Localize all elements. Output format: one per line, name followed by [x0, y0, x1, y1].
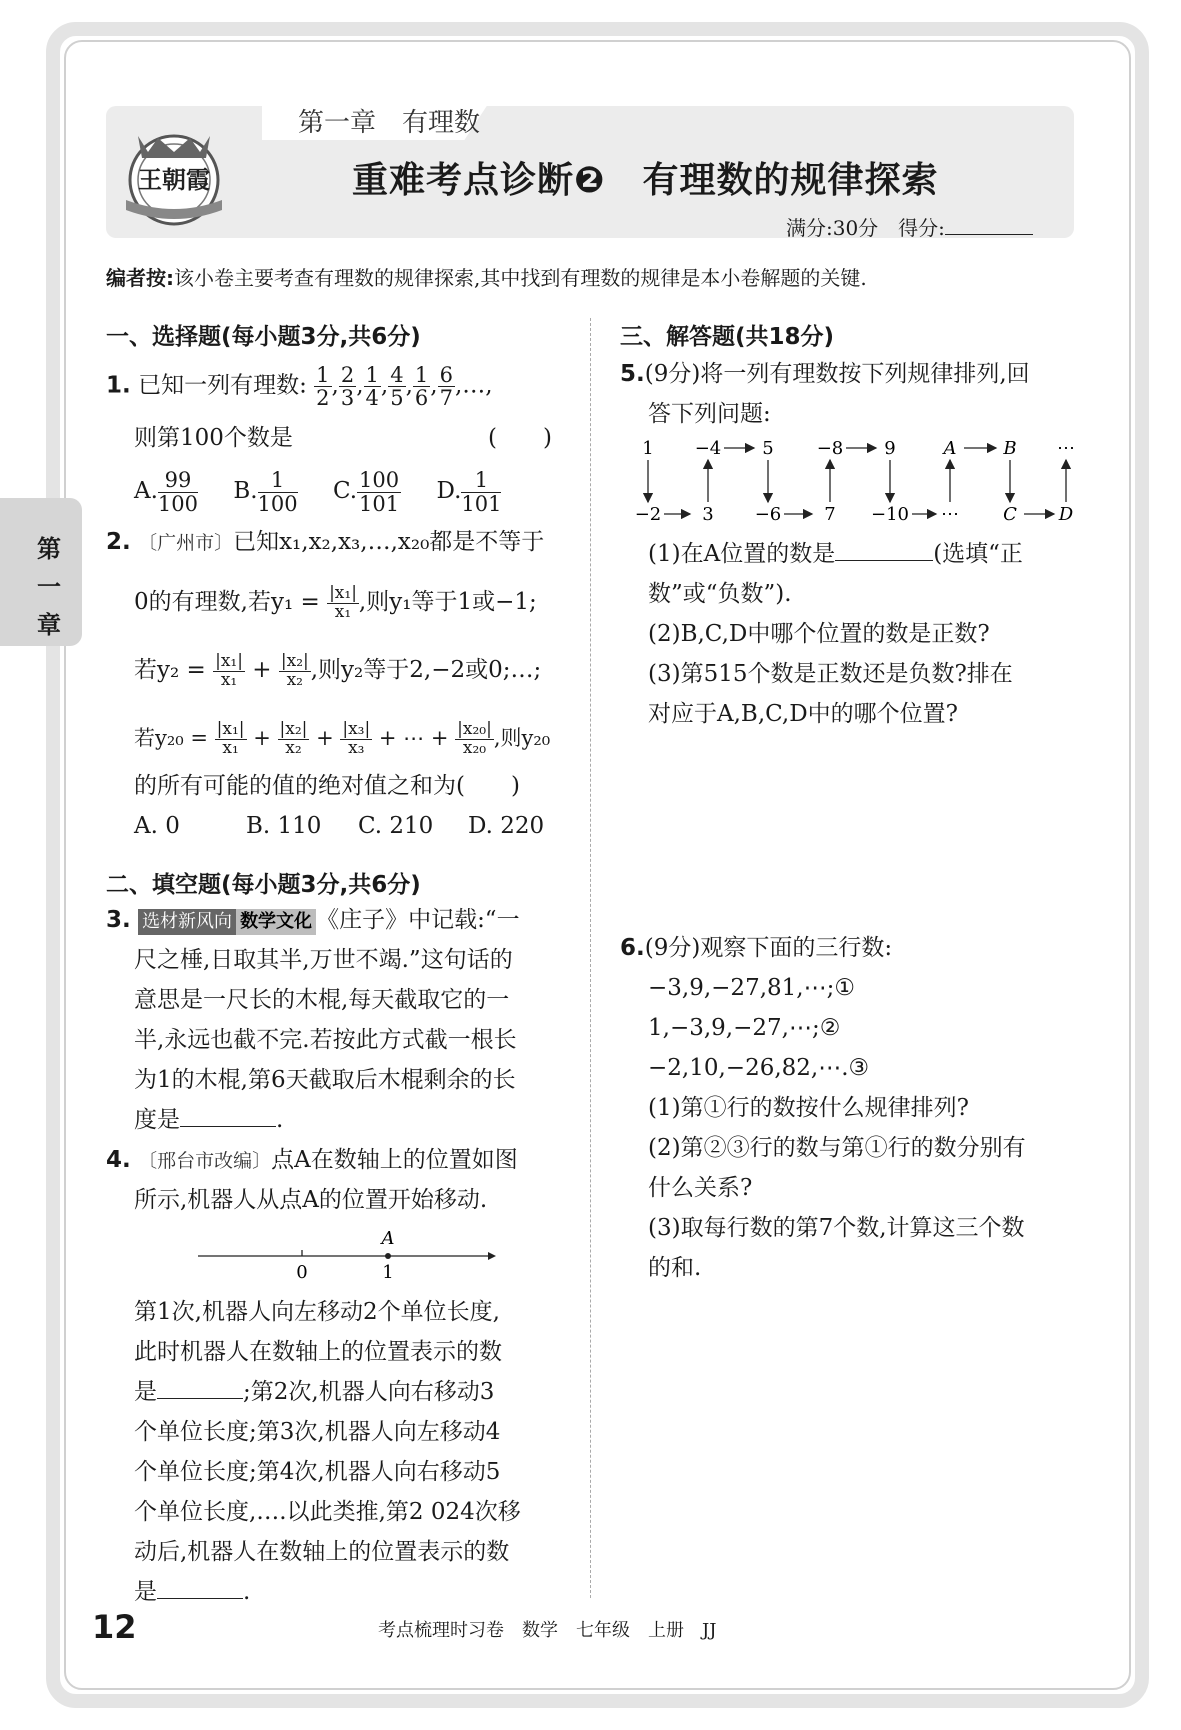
q2-option-c: C. 210 [358, 813, 434, 839]
q3-line3: 意思是一尺长的木棍,每天截取它的一 [134, 987, 510, 1013]
diagram-bottom-dots: ⋯ [941, 504, 959, 525]
score-label: 满分:30分 得分: [786, 212, 1033, 241]
q1-line1: 1. 已知一列有理数: $\frac{1}{2}$ , $\frac{2}{3}$ , $\frac{1}{4}$ , $\frac{4}{5}$ , $\frac{1}{6}$ , $\frac{6}{7}$ ,…, [106, 363, 493, 411]
q1-paren: ( ) [488, 425, 552, 451]
number-line-arrow [488, 1252, 496, 1260]
q4-line6: 个单位长度;第3次,机器人向左移动4 [134, 1419, 501, 1445]
q2-line2: 0的有理数,若y₁ = $\frac{\text{|x₁|}}{\text{x₁}}$ ,则y₁等于1或−1; [134, 582, 537, 622]
diagram-top-2: −4 [694, 438, 722, 459]
number-line-label-0: 0 [296, 1262, 308, 1283]
q4-line10: 是 . [134, 1572, 250, 1612]
q1-frac: $\frac{1}{2}$ [316, 363, 330, 411]
q4-line9: 动后,机器人在数轴上的位置表示的数 [134, 1539, 510, 1565]
q1-option-b: B. $\frac{1}{100}$ [233, 468, 298, 516]
q4-answer-blank-1[interactable] [157, 1376, 243, 1399]
q6-sub3: (3)取每行数的第7个数,计算这三个数 [648, 1215, 1025, 1241]
logo-text: 王朝霞 [138, 165, 210, 194]
footer-text: 考点梳理时习卷 数学 七年级 上册 JJ [378, 1620, 717, 1641]
q6-sub2-cont: 什么关系? [648, 1175, 753, 1201]
section-choice-title: 一、选择题(每小题3分,共6分) [106, 324, 421, 350]
q5-sub3: (3)第515个数是正数还是负数?排在 [648, 661, 1013, 687]
diagram-top-3: 5 [762, 438, 774, 459]
diagram-bottom-2: 3 [702, 504, 714, 525]
q2-option-a: A. 0 [134, 813, 180, 839]
diagram-bottom-1: −2 [634, 504, 662, 525]
q3-answer-blank[interactable] [180, 1104, 276, 1127]
q4-line2: 所示,机器人从点A的位置开始移动. [134, 1187, 488, 1213]
q2-option-d: D. 220 [468, 813, 545, 839]
q1-line2: 则第100个数是 [134, 425, 293, 451]
q1-frac: $\frac{4}{5}$ [390, 363, 404, 411]
q6-row1: −3,9,−27,81,⋯;① [648, 975, 855, 1001]
number-line-figure [190, 1226, 500, 1288]
publisher-logo-icon [118, 118, 230, 230]
q6-sub2: (2)第②③行的数与第①行的数分别有 [648, 1135, 1026, 1161]
diagram-bottom-d: D [1058, 504, 1074, 525]
q1-option-d: D. $\frac{1}{101}$ [436, 468, 502, 516]
q4-line4: 此时机器人在数轴上的位置表示的数 [134, 1339, 502, 1365]
editor-note-label: 编者按: [106, 266, 174, 290]
q6-sub3-cont: 的和. [648, 1255, 702, 1281]
q1-option-a: A. $\frac{99}{100}$ [134, 468, 199, 516]
q6-row3: −2,10,−26,82,⋯.③ [648, 1055, 870, 1081]
number-line-point-a [385, 1253, 391, 1259]
q5-sub1: (1)在A位置的数是 (选填“正 [648, 534, 1023, 574]
q2-line4: 若y₂₀ = $\frac{\text{|x₁|}}{\text{x₁}}$ + $\frac{\text{|x₂|}}{\text{x₂}}$ + $\frac{\text{|x₃|}}{\text{x₃}}$ + ⋯ + $\frac{\text{|x₂₀|}}{\text{x₂₀}}$ ,则y₂₀ [134, 719, 551, 758]
q1-frac: $\frac{6}{7}$ [439, 363, 453, 411]
diagram-bottom-4: 7 [824, 504, 836, 525]
chapter-label: 第一章 有理数 [298, 108, 481, 138]
page-number: 12 [92, 1608, 137, 1646]
page-title: 重难考点诊断❷ 有理数的规律探索 [352, 160, 939, 201]
q4-answer-blank-2[interactable] [157, 1576, 243, 1599]
editor-note [106, 262, 867, 291]
column-divider [590, 318, 591, 1598]
q2-line5: 的所有可能的值的绝对值之和为( ) [134, 773, 520, 799]
q6-line1: 6.(9分)观察下面的三行数: [620, 935, 893, 961]
q4-line1: 4. 〔邢台市改编〕点A在数轴上的位置如图 [106, 1147, 518, 1173]
q1-options [134, 464, 501, 518]
diagram-top-1: 1 [642, 438, 654, 459]
diagram-top-dots: ⋯ [1057, 438, 1075, 459]
q3-line1: 3. 选材新风向 数学文化 《庄子》中记载:“一 [106, 907, 520, 933]
q2-option-b: B. 110 [246, 813, 322, 839]
q1-frac: $\frac{1}{6}$ [414, 363, 429, 411]
q5-sub2: (2)B,C,D中哪个位置的数是正数? [648, 621, 990, 647]
q5-sub3-cont: 对应于A,B,C,D中的哪个位置? [648, 701, 958, 727]
q2-line3: 若y₂ = $\frac{\text{|x₁|}}{\text{x₁}}$ + $\frac{\text{|x₂|}}{\text{x₂}}$ ,则y₂等于2,−2或0;…; [134, 650, 542, 690]
side-tab-label: 第一章 [37, 535, 61, 639]
q3-line2: 尺之棰,日取其半,万世不竭.”这句话的 [134, 947, 513, 973]
diagram-bottom-5: −10 [871, 504, 909, 525]
diagram-top-4: −8 [816, 438, 844, 459]
diagram-top-a: A [943, 438, 957, 459]
q5-answer-blank[interactable] [835, 538, 933, 561]
editor-note-text: 该小卷主要考查有理数的规律探索,其中找到有理数的规律是本小卷解题的关键. [174, 266, 867, 290]
q1-option-c: C. $\frac{100}{101}$ [332, 468, 400, 516]
q2-line1: 2. 〔广州市〕已知x₁,x₂,x₃,…,x₂₀都是不等于 [106, 529, 545, 555]
q3-tag-new: 选材新风向 [138, 909, 236, 935]
section-fill-title: 二、填空题(每小题3分,共6分) [106, 872, 421, 898]
diagram-bottom-c: C [1003, 504, 1017, 525]
q5-line2: 答下列问题: [648, 401, 771, 427]
diagram-bottom-3: −6 [754, 504, 782, 525]
diagram-top-5: 9 [884, 438, 896, 459]
q2-options [134, 806, 545, 846]
q1-frac: $\frac{1}{4}$ [365, 363, 379, 411]
number-line-label-a: A [381, 1228, 395, 1249]
q6-row2: 1,−3,9,−27,⋯;② [648, 1015, 841, 1041]
number-line-label-1: 1 [382, 1262, 394, 1283]
q4-line8: 个单位长度,….以此类推,第2 024次移 [134, 1499, 521, 1525]
section-answer-title: 三、解答题(共18分) [620, 324, 835, 350]
q6-sub1: (1)第①行的数按什么规律排列? [648, 1095, 969, 1121]
q4-line3: 第1次,机器人向左移动2个单位长度, [134, 1299, 500, 1325]
q5-pattern-diagram [630, 436, 1086, 528]
q3-tag-culture: 数学文化 [236, 909, 316, 935]
q3-line4: 半,永远也截不完.若按此方式截一根长 [134, 1027, 517, 1053]
q5-sub1-cont: 数”或“负数”). [648, 581, 792, 607]
q4-line5: 是 ;第2次,机器人向右移动3 [134, 1372, 494, 1412]
q1-frac: $\frac{2}{3}$ [340, 363, 355, 411]
q4-line7: 个单位长度;第4次,机器人向右移动5 [134, 1459, 501, 1485]
q5-line1: 5.(9分)将一列有理数按下列规律排列,回 [620, 361, 1030, 387]
q3-line5: 为1的木棍,第6天截取后木棍剩余的长 [134, 1067, 516, 1093]
q3-line6: 度是 . [134, 1100, 283, 1140]
diagram-top-b: B [1003, 438, 1017, 459]
